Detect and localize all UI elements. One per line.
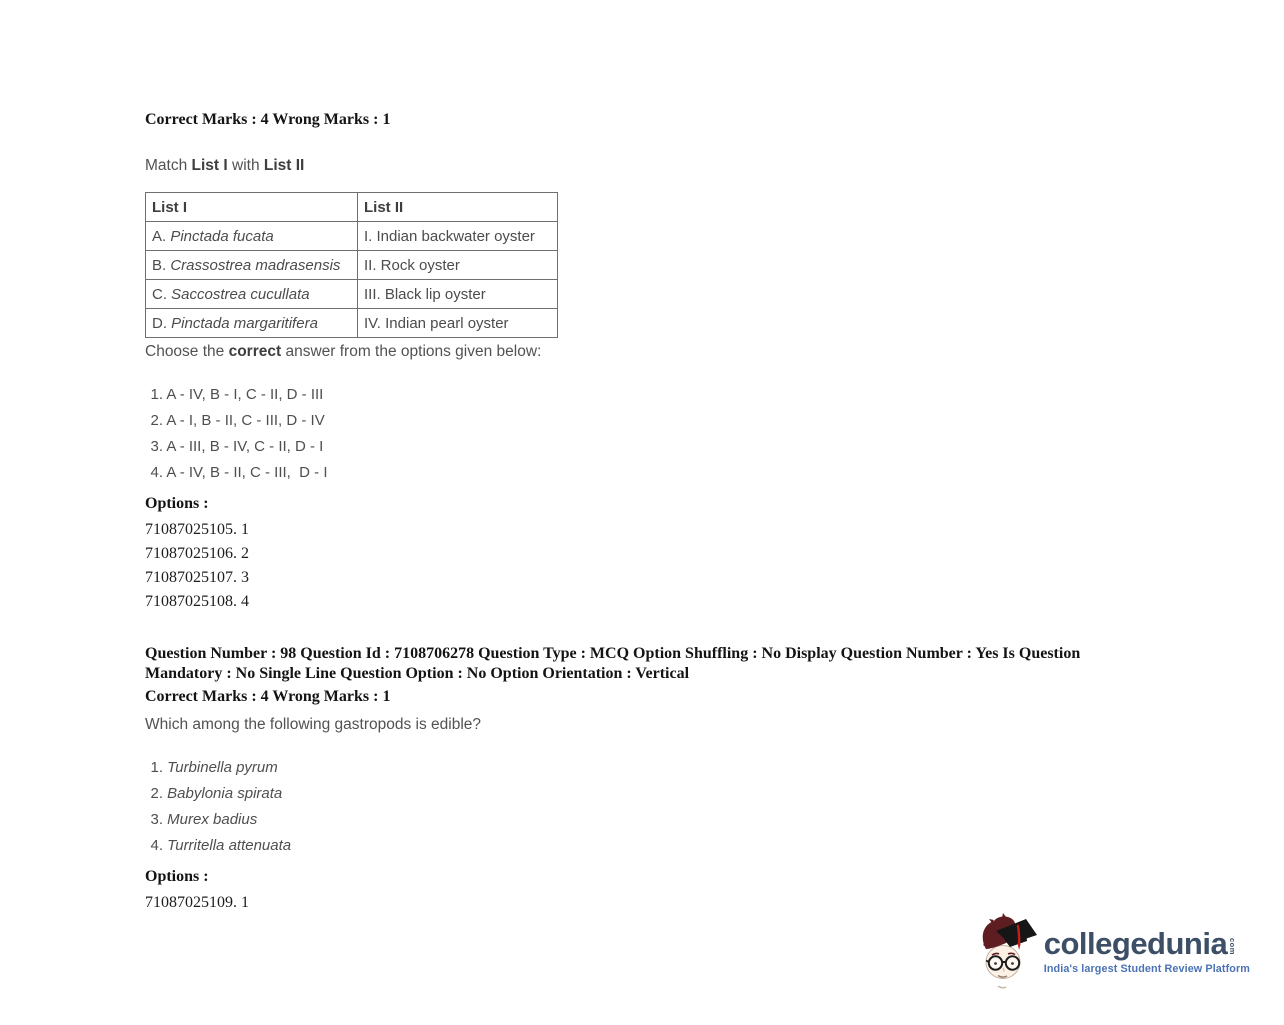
list1-cell [146,280,358,309]
list1-cell [146,222,358,251]
choice-text: Murex badius [167,811,258,828]
exam-document-content [145,110,1145,915]
table-row [146,251,558,280]
option-id-line: 71087025105. 1 [145,521,249,538]
logo-text-column [1043,925,1250,975]
table-row [146,280,558,309]
choice-text: A - IV, B - I, C - II, D - III [166,386,324,403]
table-row [146,309,558,338]
match-table-header-list2: List II [358,193,558,222]
option-id-line: 71087025108. 4 [145,593,249,610]
match-table-header-row [146,193,558,222]
choice-number: 4. [150,837,163,854]
row-letter: C. [152,285,172,303]
match-line-pre: Match [145,157,192,174]
match-table-header-list1: List I [146,193,358,222]
choice-item [145,781,1145,807]
logo-brand-row [1043,925,1250,961]
row-letter: D. [152,314,172,332]
species-name: Saccostrea cucullata [171,285,310,303]
choice-number: 2. [150,785,163,802]
choice-number: 1. [150,386,163,403]
match-line-list1: List I [191,157,228,174]
choice-item [145,807,1145,833]
choice-text: Turritella attenuata [167,837,292,854]
choice-text: A - III, B - IV, C - II, D - I [166,438,324,455]
q1-choice-list [145,382,1145,486]
logo-brand-text: collegedunia [1043,925,1228,961]
choice-number: 3. [150,438,163,455]
logo-tld-text: com [1228,937,1238,955]
choice-text: A - IV, B - II, C - III, D - I [166,464,328,481]
choice-number: 3. [150,811,163,828]
collegedunia-mascot-icon [974,911,1038,991]
q2-choice-list [145,755,1145,859]
species-name: Crassostrea madrasensis [170,256,341,274]
q2-marks-line: Correct Marks : 4 Wrong Marks : 1 [145,688,391,705]
q1-options-label: Options : [145,495,209,512]
choice-number: 4. [150,464,163,481]
collegedunia-logo [974,911,1250,991]
row-letter: A. [152,227,171,245]
choice-item [145,382,1145,408]
list2-cell: I. Indian backwater oyster [358,222,558,251]
q2-question-text: Which among the following gastropods is edible? [145,716,482,733]
choice-text: A - I, B - II, C - III, D - IV [166,412,325,429]
list1-cell [146,251,358,280]
choice-item [145,408,1145,434]
choice-item [145,460,1145,486]
logo-tagline: India's largest Student Review Platform [1043,962,1250,975]
row-letter: B. [152,256,171,274]
option-id-line: 71087025107. 3 [145,569,249,586]
choose-pre: Choose the [145,343,229,360]
option-id-line: 71087025109. 1 [145,894,249,911]
choice-number: 2. [150,412,163,429]
q1-match-line [145,157,1145,175]
match-line-mid: with [227,157,264,174]
choice-text: Babylonia spirata [167,785,283,802]
list2-cell: IV. Indian pearl oyster [358,309,558,338]
choice-number: 1. [150,759,163,776]
q2-options-label: Options : [145,868,209,885]
match-table [145,192,558,338]
species-name: Pinctada margaritifera [171,314,318,332]
choose-post: answer from the options given below: [281,343,542,360]
choice-item [145,833,1145,859]
match-line-list2: List II [263,157,305,174]
list2-cell: III. Black lip oyster [358,280,558,309]
q2-header-line: Question Number : 98 Question Id : 7108706278 Question Type : MCQ Option Shuffling : No Display Question Number : Yes Is Question Mandatory : No Single Line Question Option : No Option Orientation : Vertical [145,645,1081,682]
q1-choose-line [145,343,1145,361]
choice-item [145,434,1145,460]
choice-text: Turbinella pyrum [167,759,278,776]
q1-option-ids [145,518,1145,614]
choice-item [145,755,1145,781]
list1-cell [146,309,358,338]
q1-marks-line: Correct Marks : 4 Wrong Marks : 1 [145,111,391,128]
option-id-line: 71087025106. 2 [145,545,249,562]
choose-bold: correct [228,343,282,360]
species-name: Pinctada fucata [170,227,274,245]
table-row [146,222,558,251]
list2-cell: II. Rock oyster [358,251,558,280]
